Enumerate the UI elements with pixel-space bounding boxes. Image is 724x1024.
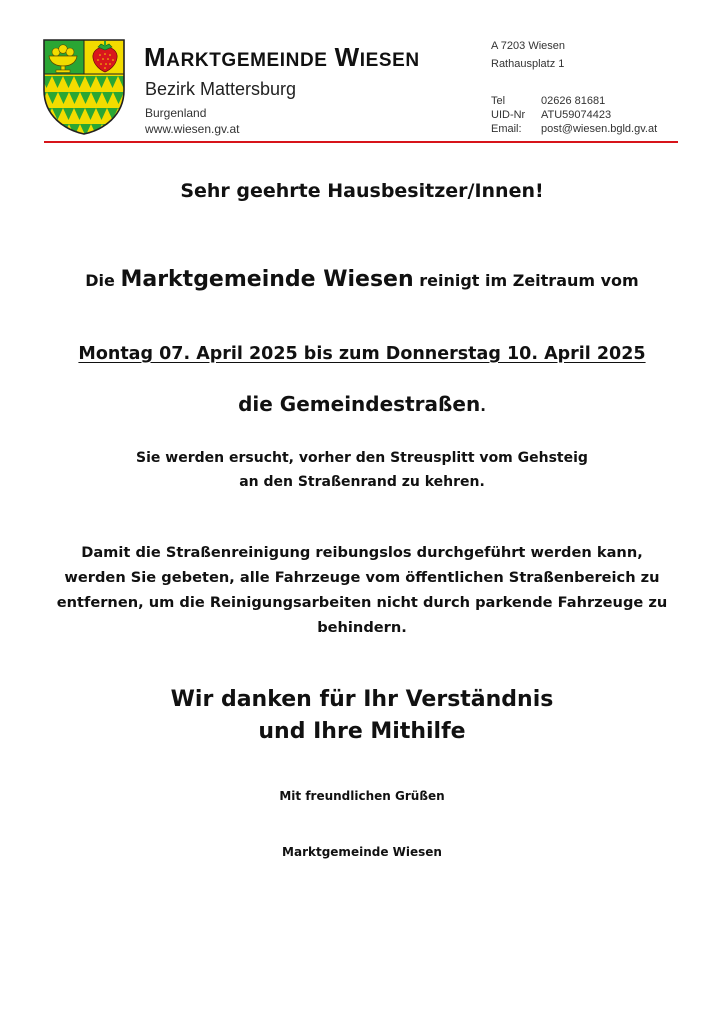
- request-line: an den Straßenrand zu kehren.: [239, 474, 485, 490]
- org-name-initial-m: M: [144, 42, 167, 72]
- org-name-part-1: ARKTGEMEINDE: [166, 50, 328, 71]
- website-link[interactable]: www.wiesen.gv.at: [145, 122, 240, 136]
- contact-block: [491, 94, 657, 136]
- contact-label: Email:: [491, 123, 522, 135]
- contact-label: UID-Nr: [491, 109, 526, 121]
- contact-row-phone: [491, 94, 657, 108]
- contact-value: 02626 81681: [541, 95, 606, 107]
- org-name-part-2: IESEN: [359, 50, 420, 71]
- region-name: Burgenland: [145, 106, 207, 120]
- header-divider: [44, 141, 678, 143]
- streets-line: [0, 392, 724, 416]
- vehicle-line: entfernen, um die Reinigungsarbeiten nicht durch parkende Fahrzeuge zu: [56, 594, 668, 611]
- contact-label: Tel: [491, 95, 506, 107]
- contact-value: ATU59074423: [541, 109, 612, 121]
- contact-row-uid: [491, 108, 657, 122]
- intro-suffix: reinigt im Zeitraum vom: [413, 271, 639, 290]
- thanks-line: Wir danken für Ihr Verständnis: [170, 687, 554, 712]
- district-name: Bezirk Mattersburg: [145, 79, 297, 99]
- organization-name: [144, 42, 420, 73]
- thanks-line: und Ihre Mithilfe: [258, 719, 466, 744]
- org-name-initial-w: W: [334, 42, 360, 72]
- coat-of-arms-logo: [41, 38, 127, 136]
- signature: Marktgemeinde Wiesen: [282, 845, 442, 859]
- email-link[interactable]: post@wiesen.bgld.gv.at: [541, 123, 658, 135]
- closing-phrase: Mit freundlichen Grüßen: [279, 789, 445, 803]
- request-paragraph: [0, 446, 724, 494]
- address-line-2: Rathausplatz 1: [491, 58, 565, 70]
- streets-period: .: [480, 397, 486, 415]
- vehicle-line: behindern.: [317, 619, 407, 636]
- vehicle-line: werden Sie gebeten, alle Fahrzeuge vom öffentlichen Straßenbereich zu: [64, 569, 660, 586]
- vehicle-paragraph: [0, 540, 724, 640]
- thanks-paragraph: [0, 684, 724, 748]
- date-range: Montag 07. April 2025 bis zum Donnerstag 10. April 2025: [78, 344, 646, 364]
- contact-row-email: [491, 122, 657, 136]
- address-line-1: A 7203 Wiesen: [491, 40, 565, 52]
- intro-highlight: Marktgemeinde Wiesen: [120, 267, 414, 292]
- intro-prefix: Die: [85, 271, 121, 290]
- streets-text: die Gemeindestraßen: [238, 392, 481, 416]
- request-line: Sie werden ersucht, vorher den Streusplitt vom Gehsteig: [136, 450, 588, 466]
- greeting: Sehr geehrte Hausbesitzer/Innen!: [180, 180, 544, 202]
- vehicle-line: Damit die Straßenreinigung reibungslos durchgeführt werden kann,: [81, 544, 643, 561]
- intro-sentence: [0, 267, 724, 292]
